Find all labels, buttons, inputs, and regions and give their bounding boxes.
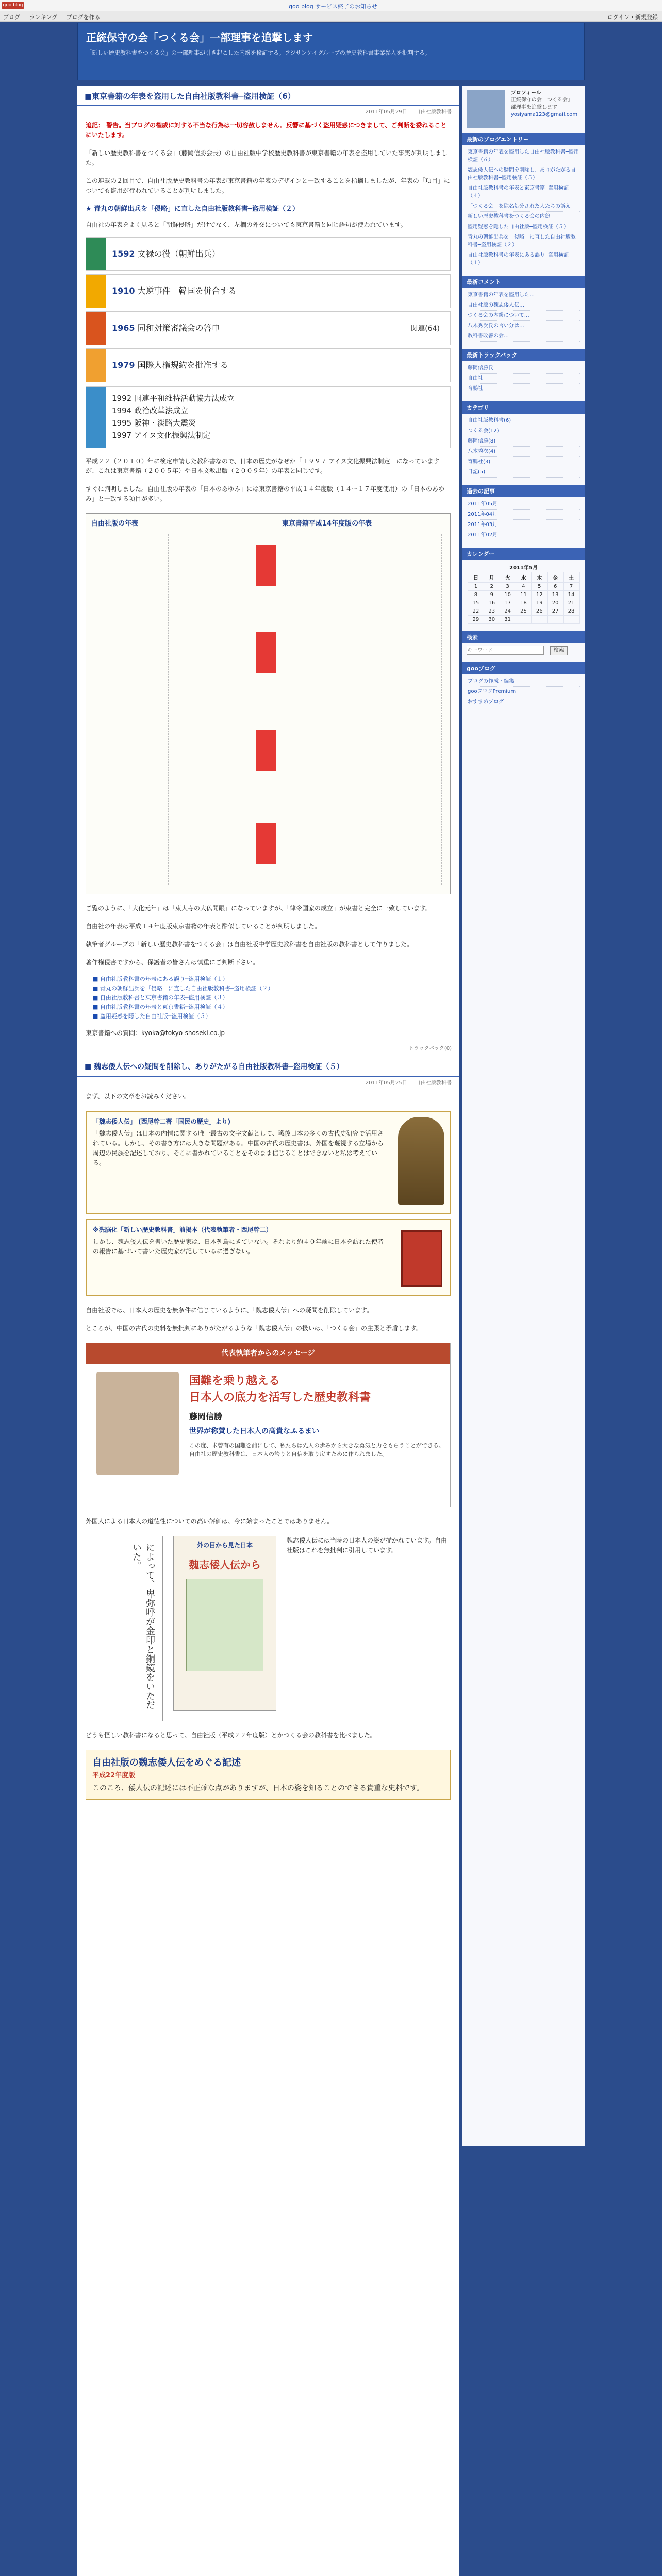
era-list-item: 1997 アイヌ文化振興法制定 bbox=[112, 431, 211, 440]
calendar bbox=[462, 560, 585, 626]
comment-link[interactable]: 東京書籍の年表を盗用した… bbox=[468, 290, 580, 300]
era-year: 1965 bbox=[112, 323, 135, 333]
related-link[interactable]: ■ 自由社版教科書の年表と東京書籍─盗用検証（４） bbox=[93, 1004, 228, 1010]
era-year: 1979 bbox=[112, 360, 135, 370]
paragraph: 平成２２（２０１０）年に検定申請した教科書なので、日本の歴史がなぜか「１９９７ アイヌ文化振興法制定」になっていますが、これは東京書籍（２００５年）や日本文教出版（２００９年）の年表と同じです。 bbox=[86, 457, 440, 474]
day: 10 bbox=[500, 591, 516, 599]
category-link[interactable]: 八木秀次(4) bbox=[468, 447, 580, 457]
trackback-link[interactable]: 藤岡信勝氏 bbox=[468, 363, 580, 374]
sidebar-heading: 最新トラックバック bbox=[462, 349, 585, 361]
quote-box bbox=[86, 1219, 451, 1296]
day: 8 bbox=[468, 591, 484, 599]
day bbox=[564, 616, 580, 624]
search-button[interactable]: 検索 bbox=[550, 646, 568, 655]
day: 26 bbox=[532, 607, 548, 616]
day: 2 bbox=[484, 583, 500, 591]
era-color-bar bbox=[86, 275, 106, 308]
day: 4 bbox=[516, 583, 532, 591]
book-cover-image bbox=[401, 1230, 442, 1287]
paragraph: 「新しい歴史教科書をつくる会」（藤岡信勝会長）の自由社版中学校歴史教科書が東京書籍の年表を盗用していた事実が判明しました。 bbox=[86, 149, 448, 166]
day bbox=[532, 616, 548, 624]
era-color-bar bbox=[86, 312, 106, 345]
map-image bbox=[186, 1579, 263, 1671]
textbook-right-head: 東京書籍平成14年度版の年表 bbox=[282, 520, 372, 528]
goo-links bbox=[462, 674, 585, 709]
post-meta: 2011年05月25日 ｜ 自由社版教科書 bbox=[365, 1080, 452, 1086]
day: 24 bbox=[500, 607, 516, 616]
profile-email[interactable]: yosiyama123@gmail.com bbox=[510, 112, 578, 117]
recent-entry-link[interactable]: 「つくる会」を除名処分された人たちの訴え bbox=[468, 201, 580, 212]
comment-link[interactable]: 八木秀次氏の言い分は… bbox=[468, 321, 580, 331]
related-link[interactable]: ■ 盗用疑惑を隠した自由社版─盗用検証（５） bbox=[93, 1013, 211, 1020]
contact-text: 東京書籍への質問：kyoka@tokyo-shoseki.co.jp bbox=[86, 1029, 225, 1037]
day: 9 bbox=[484, 591, 500, 599]
paragraph: 自由社版では、日本人の歴史を無条件に信じているように、「魏志倭人伝」への疑問を削除しています。 bbox=[86, 1307, 373, 1314]
era-text: 大逆事件 韓国を併合する bbox=[137, 286, 237, 296]
day: 30 bbox=[484, 616, 500, 624]
highlight-block bbox=[256, 823, 276, 864]
era-text: 文禄の役（朝鮮出兵） bbox=[137, 249, 220, 259]
era-tag: 関連(64) bbox=[410, 325, 440, 333]
textbook-comparison-image bbox=[86, 513, 451, 894]
service-notice-link[interactable]: goo blog サービス終了のお知らせ bbox=[289, 3, 377, 10]
day: 3 bbox=[500, 583, 516, 591]
day: 21 bbox=[564, 599, 580, 607]
vertical-text-excerpt: によって、卑弥呼が金印と銅鏡をいただいた。 bbox=[86, 1536, 163, 1721]
post-title[interactable]: ■ 魏志倭人伝への疑問を削除し、ありがたがる自由社版教科書─盗用検証（５） bbox=[77, 1057, 459, 1077]
recent-comments bbox=[462, 288, 585, 344]
archive-link[interactable]: 2011年05月 bbox=[468, 499, 580, 510]
search-area bbox=[462, 643, 585, 657]
paragraph: すぐに判明しました。自由社版の年表の「日本のあゆみ」には東京書籍の平成１４年度版（１４ー１７年度使用）の「日本のあゆみ」と一致する項目が多い。 bbox=[86, 485, 445, 502]
paragraph: 執筆者グループの「新しい歴史教科書をつくる会」は自由社版中学歴史教科書を自由社版の教科書として作りました。 bbox=[86, 941, 413, 948]
page-title: 外の目から見た日本 bbox=[196, 1541, 253, 1549]
weekday: 金 bbox=[548, 572, 564, 583]
textbook-column bbox=[174, 534, 251, 885]
weekday: 水 bbox=[516, 572, 532, 583]
day: 20 bbox=[548, 599, 564, 607]
recent-entries bbox=[462, 145, 585, 270]
era-list-item: 1995 阪神・淡路大震災 bbox=[112, 418, 196, 428]
archive-link[interactable]: 2011年02月 bbox=[468, 530, 580, 540]
weekday: 木 bbox=[532, 572, 548, 583]
excerpt-title: 自由社版の魏志倭人伝をめぐる記述 bbox=[92, 1757, 241, 1768]
excerpt-box bbox=[86, 1750, 451, 1800]
author-message-banner bbox=[86, 1343, 451, 1507]
sidebar-heading: カテゴリ bbox=[462, 401, 585, 414]
banner-body: この度、未曾有の国難を前にして、私たちは先人の歩みから大きな勇気と力をもらうことができる。自由社の歴史教科書は、日本人の誇りと自信を取り戻すために作られました。 bbox=[189, 1442, 444, 1458]
top-bar bbox=[0, 0, 662, 11]
era-row bbox=[86, 311, 451, 345]
textbook-column bbox=[91, 534, 169, 885]
profile-text: 正統保守の会「つくる会」一部理事を追撃します bbox=[510, 97, 578, 110]
nav-create[interactable]: ブログを作る bbox=[66, 14, 101, 21]
paragraph: 著作権侵害ですから、保護者の皆さんは慎重にご判断下さい。 bbox=[86, 959, 259, 966]
quote-heading: 「魏志倭人伝」 (西尾幹二著「国民の歴史」より) bbox=[93, 1118, 231, 1125]
related-link[interactable]: ■ 青丸の朝鮮出兵を「侵略」に直した自由社版教科書─盗用検証（２） bbox=[93, 985, 274, 992]
related-link[interactable]: ★ 青丸の朝鮮出兵を「侵略」に直した自由社版教科書─盗用検証（２） bbox=[86, 205, 300, 213]
quote-body: しかし、魏志倭人伝を書いた歴史家は、日本列島にきていない。それより約４０年前に日本を訪れた使者の報告に基づいて書いた歴史家が記しているに過ぎない。 bbox=[93, 1238, 384, 1255]
paragraph: この連載の２回目で、自由社版歴史教科書の年表が東京書籍の年表のデザインと一致することを指摘しましたが、年表の「項目」についても盗用が行われていることが判明しました。 bbox=[86, 177, 450, 194]
era-text: 国際人権規約を批准する bbox=[137, 360, 228, 370]
blog-title[interactable]: 正統保守の会「つくる会」一部理事を追撃します bbox=[86, 31, 313, 44]
search-input[interactable] bbox=[467, 646, 544, 655]
trackback-link[interactable]: トラックバック(0) bbox=[408, 1046, 452, 1052]
day: 16 bbox=[484, 599, 500, 607]
category-link[interactable]: 育鵬社(3) bbox=[468, 457, 580, 467]
day: 27 bbox=[548, 607, 564, 616]
related-link[interactable]: ■ 自由社版教科書の年表にある誤り─盗用検証（１） bbox=[93, 976, 228, 982]
sidebar-heading: gooブログ bbox=[462, 662, 585, 674]
trackbacks bbox=[462, 361, 585, 396]
recent-entry-link[interactable]: 自由社版教科書の年表にある誤り─盗用検証（１） bbox=[468, 250, 580, 268]
banner-top: 代表執筆者からのメッセージ bbox=[86, 1343, 450, 1364]
day: 25 bbox=[516, 607, 532, 616]
day: 31 bbox=[500, 616, 516, 624]
goo-logo[interactable]: goo blog bbox=[2, 2, 24, 9]
goo-link[interactable]: gooブログPremium bbox=[468, 687, 580, 697]
weekday: 土 bbox=[564, 572, 580, 583]
recent-entry-link[interactable]: 青丸の朝鮮出兵を「侵略」に直した自由社版教科書─盗用検証（２） bbox=[468, 232, 580, 250]
post-meta: 2011年05月29日 ｜ 自由社版教科書 bbox=[365, 109, 452, 115]
day: 13 bbox=[548, 591, 564, 599]
main-column bbox=[77, 86, 459, 2576]
textbook-column bbox=[282, 534, 359, 885]
paragraph: 外国人による日本人の道徳性についての高い評価は、今に始まったことではありません。 bbox=[86, 1518, 334, 1525]
paragraph: 自由社の年表は平成１４年度版東京書籍の年表と酷似していることが判明しました。 bbox=[86, 923, 321, 930]
archives bbox=[462, 497, 585, 543]
figure-note: 魏志倭人伝には当時の日本人の姿が描かれています。自由社版はこれを無批判に引用しています。 bbox=[287, 1537, 448, 1554]
recent-entry-link[interactable]: 自由社版教科書の年表と東京書籍─盗用検証（４） bbox=[468, 183, 580, 201]
paragraph: ところが、中国の古代の史料を無批判にありがたがるような「魏志倭人伝」の扱いは、「つくる会」の主張と矛盾します。 bbox=[86, 1325, 423, 1332]
recent-entry-link[interactable]: 魏志倭人伝への疑問を削除し、ありがたがる自由社版教科書─盗用検証（５） bbox=[468, 165, 580, 183]
author-photo bbox=[96, 1372, 179, 1475]
category-link[interactable]: 藤岡信勝(8) bbox=[468, 436, 580, 447]
highlight-block bbox=[256, 730, 276, 771]
weekday: 火 bbox=[500, 572, 516, 583]
era-color-bar bbox=[86, 387, 106, 448]
calendar-title: 2011年5月 bbox=[509, 565, 538, 571]
textbook-left-head: 自由社版の年表 bbox=[91, 520, 139, 528]
recent-entry-link[interactable]: 新しい歴史教科書をつくる会の内紛 bbox=[468, 212, 580, 222]
banner-subheading: 世界が称賛した日本人の高貴なふるまい bbox=[189, 1427, 319, 1435]
blog-description: 「新しい歴史教科書をつくる会」の一部理事が引き起こした内紛を検証する。フジサンケイグループの歴史教科書事業参入を批判する。 bbox=[86, 49, 431, 56]
sidebar-heading: 過去の記事 bbox=[462, 485, 585, 497]
quote-box bbox=[86, 1111, 451, 1214]
category-link[interactable]: 自由社版教科書(6) bbox=[468, 416, 580, 426]
day: 7 bbox=[564, 583, 580, 591]
era-color-bar bbox=[86, 238, 106, 270]
related-links bbox=[77, 972, 459, 1024]
era-row bbox=[86, 237, 451, 271]
calendar-table bbox=[468, 572, 580, 624]
paragraph: 自由社の年表をよく見ると「朝鮮侵略」だけでなく、左欄の外交についても東京書籍と同じ語句が使われています。 bbox=[86, 221, 407, 228]
archive-link[interactable]: 2011年04月 bbox=[468, 510, 580, 520]
day: 11 bbox=[516, 591, 532, 599]
era-row bbox=[86, 348, 451, 382]
blog-header bbox=[77, 23, 585, 80]
category-link[interactable]: つくる会(12) bbox=[468, 426, 580, 436]
era-year: 1910 bbox=[112, 286, 135, 296]
day: 28 bbox=[564, 607, 580, 616]
quote-body: 「魏志倭人伝」は日本の内情に関する唯一最古の文字文献として、戦後日本の多くの古代史研究で活用されている。しかし、その書き方には大きな問題がある。中国の古代の歴史書は、外国を蔑視する立場から周辺の民族を記述しており、そこに書かれていることをそのまま信じることはできないと私は考えている。 bbox=[93, 1130, 384, 1166]
era-list-item: 1992 国連平和維持活動協力法成立 bbox=[112, 394, 235, 403]
era-list-item: 1994 政治改革法成立 bbox=[112, 406, 188, 415]
archive-link[interactable]: 2011年03月 bbox=[468, 520, 580, 530]
highlight-block bbox=[256, 545, 276, 586]
era-text: 同和対策審議会の答申 bbox=[137, 323, 220, 333]
weekday: 日 bbox=[468, 572, 484, 583]
related-link[interactable]: ■ 自由社版教科書と東京書籍の年表─盗用検証（３） bbox=[93, 994, 228, 1001]
sidebar-heading: カレンダー bbox=[462, 548, 585, 560]
comparison-figure bbox=[86, 1536, 451, 1721]
login-link[interactable]: ログイン・新規登録 bbox=[607, 14, 658, 21]
day: 5 bbox=[532, 583, 548, 591]
textbook-column bbox=[365, 534, 442, 885]
paragraph: どうも怪しい教科書になると思って、自由社版（平成２２年度版）とかつくる会の教科書を比べました。 bbox=[86, 1732, 376, 1739]
day: 18 bbox=[516, 599, 532, 607]
nav-blog[interactable]: ブログ bbox=[3, 14, 20, 21]
trackback-link[interactable]: 育鵬社 bbox=[468, 384, 580, 394]
day: 14 bbox=[564, 591, 580, 599]
banner-heading: 国難を乗り越える bbox=[189, 1374, 280, 1387]
sidebar-heading: 検索 bbox=[462, 631, 585, 643]
quote-heading: ※洗脳化「新しい歴史教科書」前掲本（代表執筆者・西尾幹二） bbox=[93, 1226, 272, 1233]
day: 15 bbox=[468, 599, 484, 607]
era-list-box bbox=[86, 386, 451, 448]
warning-text: 追記： 警告。当ブログの権威に対する不当な行為は一切容赦しません。反響に基づく盗用疑惑につきまして、ご判断を委ねることにいたします。 bbox=[86, 122, 447, 139]
day: 22 bbox=[468, 607, 484, 616]
profile-name: プロフィール bbox=[510, 90, 541, 96]
day: 29 bbox=[468, 616, 484, 624]
post-title[interactable]: ■東京書籍の年表を盗用した自由社版教科書─盗用検証（6） bbox=[77, 86, 459, 106]
nav-ranking[interactable]: ランキング bbox=[29, 14, 58, 21]
paragraph: まず、以下の文章をお読みください。 bbox=[86, 1093, 191, 1100]
highlight-block bbox=[256, 632, 276, 673]
sidebar bbox=[462, 86, 585, 2146]
day: 19 bbox=[532, 599, 548, 607]
day: 17 bbox=[500, 599, 516, 607]
page-heading: 魏志倭人伝から bbox=[189, 1558, 261, 1571]
statue-image bbox=[398, 1117, 444, 1205]
era-color-bar bbox=[86, 349, 106, 382]
day bbox=[548, 616, 564, 624]
day bbox=[516, 616, 532, 624]
recent-entry-link[interactable]: 盗用疑惑を隠した自由社版─盗用検証（５） bbox=[468, 222, 580, 232]
nav-links bbox=[3, 13, 108, 21]
categories bbox=[462, 414, 585, 480]
paragraph: ご覧のように、「大化元年」は「東大寺の大仏開眼」になっていますが、「律令国家の成立」が東書と完全に一致しています。 bbox=[86, 905, 432, 912]
comment-link[interactable]: 自由社版の魏志倭人伝… bbox=[468, 300, 580, 311]
era-row bbox=[86, 274, 451, 308]
profile-image[interactable] bbox=[467, 90, 505, 128]
weekday: 月 bbox=[484, 572, 500, 583]
excerpt-subtitle: 平成22年度版 bbox=[92, 1772, 136, 1780]
textbook-page-image bbox=[173, 1536, 276, 1711]
nav-bar bbox=[0, 11, 662, 22]
goo-link[interactable]: ブログの作成・編集 bbox=[468, 676, 580, 687]
era-year: 1592 bbox=[112, 249, 135, 259]
trackback-link[interactable]: 自由社 bbox=[468, 374, 580, 384]
day: 12 bbox=[532, 591, 548, 599]
comment-link[interactable]: つくる会の内紛について… bbox=[468, 311, 580, 321]
comment-link[interactable]: 教科書改善の会… bbox=[468, 331, 580, 342]
day: 1 bbox=[468, 583, 484, 591]
banner-heading: 日本人の底力を活写した歴史教科書 bbox=[189, 1391, 371, 1404]
day: 23 bbox=[484, 607, 500, 616]
goo-link[interactable]: おすすめブログ bbox=[468, 697, 580, 707]
sidebar-heading: 最新のブログエントリー bbox=[462, 133, 585, 145]
category-link[interactable]: 日記(5) bbox=[468, 467, 580, 478]
excerpt-body: このころ、倭人伝の記述には不正確な点がありますが、日本の姿を知ることのできる貴重な史料です。 bbox=[92, 1784, 424, 1792]
sidebar-heading: 最新コメント bbox=[462, 276, 585, 288]
day: 6 bbox=[548, 583, 564, 591]
author-name: 藤岡信勝 bbox=[189, 1412, 223, 1421]
recent-entry-link[interactable]: 東京書籍の年表を盗用した自由社版教科書─盗用検証（６） bbox=[468, 147, 580, 165]
